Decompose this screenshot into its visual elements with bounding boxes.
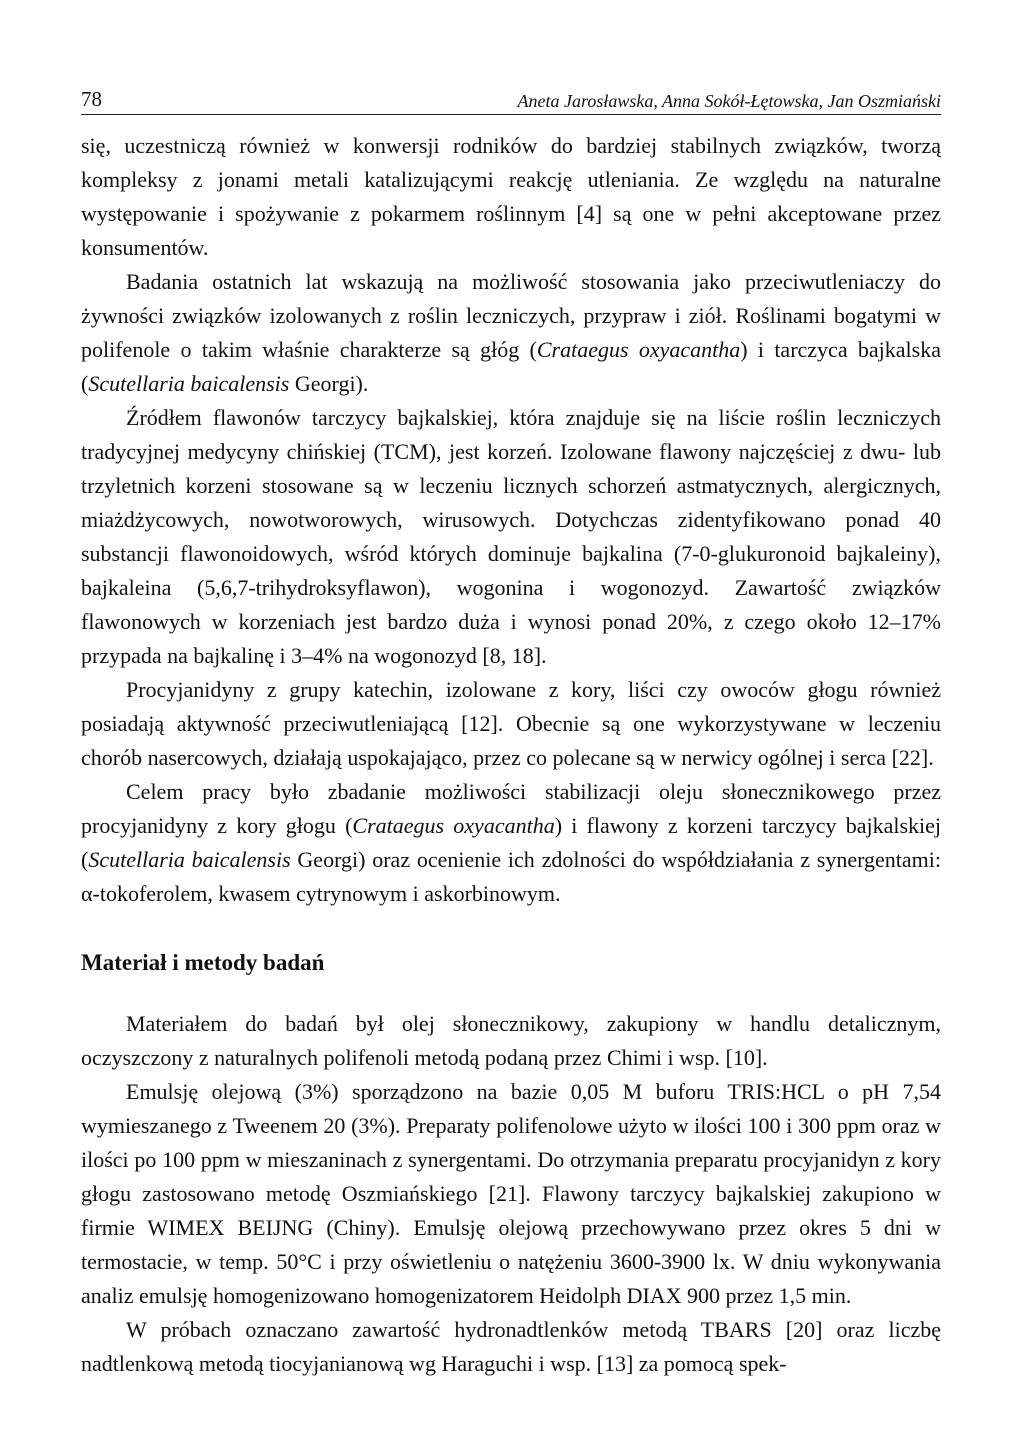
species-name: Crataegus oxyacantha	[352, 813, 555, 838]
text-run: Badania ostatnich lat wskazują na możliwość stosowania jako przeciwutleniaczy do żywności związków izolowanych z roślin leczniczych, przypraw i ziół. Roślinami bogatymi w polifenole o takim właśnie charakterze są głóg (	[81, 269, 941, 362]
running-header-authors: Aneta Jarosławska, Anna Sokół-Łętowska, Jan Oszmiański	[517, 91, 941, 111]
paragraph	[81, 265, 941, 401]
paragraph: Emulsję olejową (3%) sporządzono na bazie 0,05 M buforu TRIS:HCL o pH 7,54 wymieszanego z Tweenem 20 (3%). Preparaty polifenolowe użyto w ilości 100 i 300 ppm oraz w ilości po 100 ppm w mieszaninach z synergentami. Do otrzymania preparatu procyjanidyn z kory głogu zastosowano metodę Oszmiańskiego [21]. Flawony tarczycy bajkalskiej zakupiono w firmie WIMEX BEIJNG (Chiny). Emulsję olejową przechowywano przez okres 5 dni w termostacie, w temp. 50°C i przy oświetleniu o natężeniu 3600-3900 lx. W dniu wykonywania analiz emulsję homogenizowano homogenizatorem Heidolph DIAX 900 przez 1,5 min.	[81, 1079, 941, 1308]
paragraph	[81, 775, 941, 911]
species-name: Scutellaria baicalensis	[88, 371, 290, 396]
paragraph: Procyjanidyny z grupy katechin, izolowane z kory, liści czy owoców głogu również posiadają aktywność przeciwutleniającą [12]. Obecnie są one wykorzystywane w leczeniu chorób nasercowych, działają uspokajająco, przez co polecane są w nerwicy ogólnej i serca [22].	[81, 677, 941, 770]
section-heading: Materiał i metody badań	[81, 950, 325, 975]
body-text	[81, 129, 941, 1381]
text-run: ) i flawony z korzeni tarczycy bajkalskiej (	[81, 813, 941, 872]
species-name: Scutellaria baicalensis	[88, 847, 291, 872]
paragraph: Źródłem flawonów tarczycy bajkalskiej, która znajduje się na liście roślin leczniczych tradycyjnej medycyny chińskiej (TCM), jest korzeń. Izolowane flawony najczęściej z dwu- lub trzyletnich korzeni stosowane są w leczeniu licznych schorzeń astmatycznych, alergicznych, miażdżycowych, nowotworowych, wirusowych. Dotychczas zidentyfikowano ponad 40 substancji flawonoidowych, wśród których dominuje bajkalina (7-0-glukuronoid bajkaleiny), bajkaleina (5,6,7-trihydroksyflawon), wogonina i wogonozyd. Zawartość związków flawonowych w korzeniach jest bardzo duża i wynosi ponad 20%, z czego około 12–17% przypada na bajkalinę i 3–4% na wogonozyd [8, 18].	[81, 405, 941, 668]
text-run: Celem pracy było zbadanie możliwości stabilizacji oleju słonecznikowego przez procyjanidyny z kory głogu (	[81, 779, 941, 838]
text-run: Georgi).	[289, 371, 369, 396]
document-page	[81, 82, 941, 1381]
paragraph: się, uczestniczą również w konwersji rodników do bardziej stabilnych związków, tworzą kompleksy z jonami metali katalizującymi reakcję utleniania. Ze względu na naturalne występowanie i spożywanie z pokarmem roślinnym [4] są one w pełni akceptowane przez konsumentów.	[81, 133, 941, 260]
paragraph: Materiałem do badań był olej słonecznikowy, zakupiony w handlu detalicznym, oczyszczony z naturalnych polifenoli metodą podaną przez Chimi i wsp. [10].	[81, 1011, 941, 1070]
species-name: Crataegus oxyacantha	[536, 337, 741, 362]
text-run: Georgi) oraz ocenienie ich zdolności do współdziałania z synergentami: α-tokoferolem, kwasem cytrynowym i askorbinowym.	[81, 847, 941, 906]
paragraph: W próbach oznaczano zawartość hydronadtlenków metodą TBARS [20] oraz liczbę nadtlenkową metodą tiocyjanianową wg Haraguchi i wsp. [13] za pomocą spek-	[81, 1317, 941, 1376]
running-header	[81, 82, 941, 115]
text-run: ) i tarczyca bajkalska (	[81, 337, 941, 396]
page-number: 78	[81, 87, 102, 111]
